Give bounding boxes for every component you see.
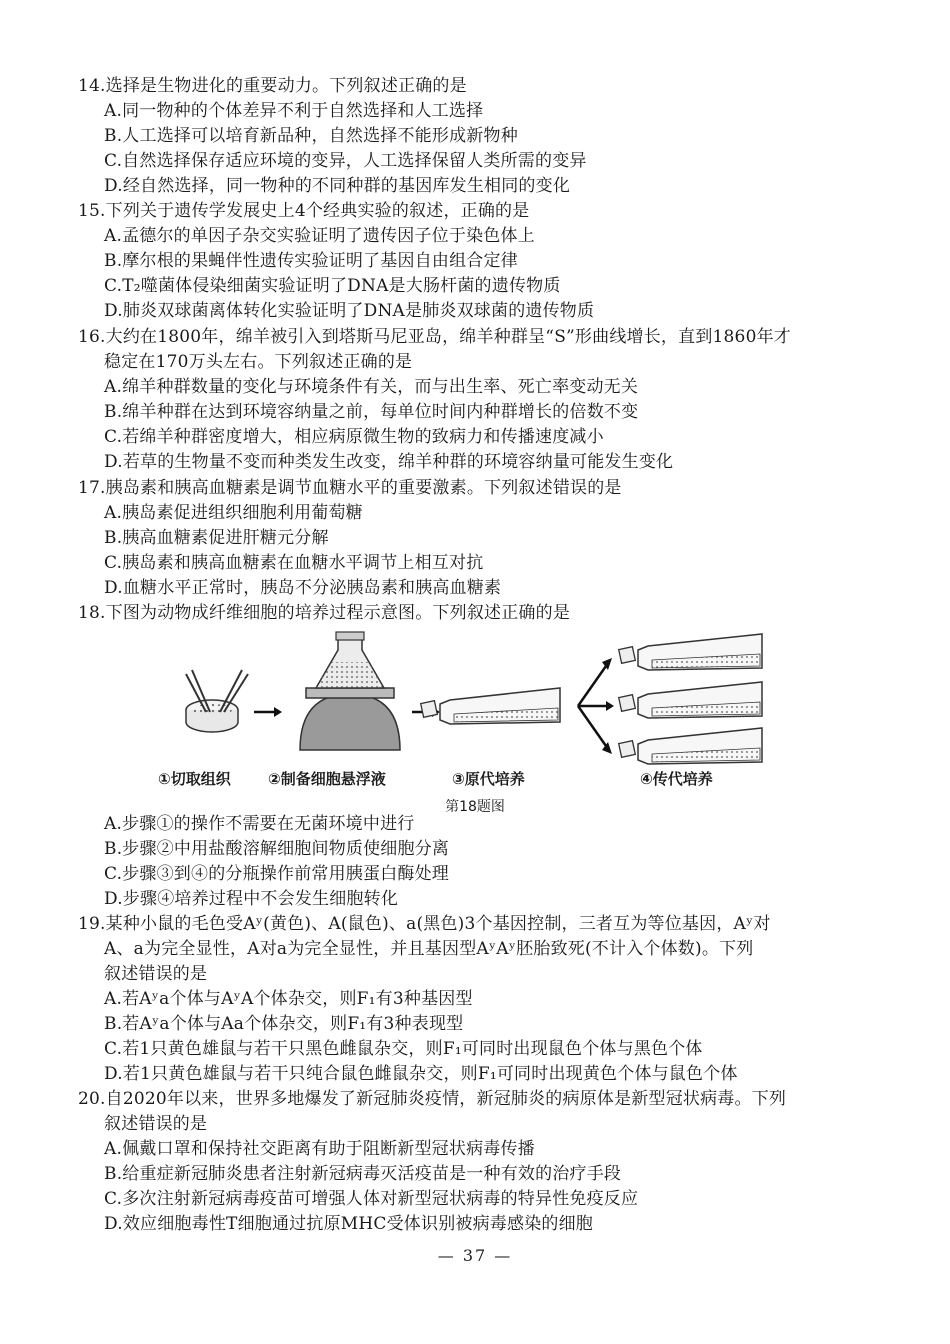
subculture-flask-middle-icon bbox=[619, 682, 762, 718]
question-14-option-b: B.人工选择可以培育新品种，自然选择不能形成新物种 bbox=[104, 126, 518, 146]
question-14-option-a: A.同一物种的个体差异不利于自然选择和人工选择 bbox=[104, 101, 484, 121]
tissue-cutting-icon bbox=[186, 670, 248, 732]
question-16-option-c: C.若绵羊种群密度增大，相应病原微生物的致病力和传播速度减小 bbox=[104, 427, 604, 447]
branch-arrows-icon bbox=[578, 658, 614, 754]
question-15-option-d: D.肺炎双球菌离体转化实验证明了DNA是肺炎双球菌的遗传物质 bbox=[104, 301, 595, 321]
question-14-stem: 14.选择是生物进化的重要动力。下列叙述正确的是 bbox=[78, 76, 467, 96]
question-19-option-b: B.若Aʸa个体与Aa个体杂交，则F₁有3种表现型 bbox=[104, 1014, 464, 1034]
cell-culture-diagram bbox=[150, 630, 810, 820]
question-18-option-b: B.步骤②中用盐酸溶解细胞间物质使细胞分离 bbox=[104, 839, 450, 859]
question-20-stem-line-2: 叙述错误的是 bbox=[104, 1114, 208, 1134]
question-16-option-a: A.绵羊种群数量的变化与环境条件有关，而与出生率、死亡率变动无关 bbox=[104, 377, 639, 397]
question-19-stem-line-1: 19.某种小鼠的毛色受Aʸ(黄色)、A(鼠色)、a(黑色)3个基因控制，三者互为等位基因，Aʸ对 bbox=[78, 914, 771, 934]
flask-on-shaker-icon bbox=[300, 632, 400, 750]
figure-label-step-1: ①切取组织 bbox=[158, 770, 231, 788]
figure-label-step-3: ③原代培养 bbox=[452, 770, 525, 788]
figure-label-step-4: ④传代培养 bbox=[640, 770, 713, 788]
question-18-stem: 18.下图为动物成纤维细胞的培养过程示意图。下列叙述正确的是 bbox=[78, 603, 571, 623]
question-16-stem-line-1: 16.大约在1800年，绵羊被引入到塔斯马尼亚岛，绵羊种群呈“S”形曲线增长，直到1860年才 bbox=[78, 327, 791, 347]
question-17-option-c: C.胰岛素和胰高血糖素在血糖水平调节上相互对抗 bbox=[104, 553, 484, 573]
question-18-option-c: C.步骤③到④的分瓶操作前常用胰蛋白酶处理 bbox=[104, 864, 450, 884]
question-17-option-a: A.胰岛素促进组织细胞利用葡萄糖 bbox=[104, 503, 363, 523]
page-number: — 37 — bbox=[437, 1246, 513, 1265]
question-16-option-d: D.若草的生物量不变而种类发生改变，绵羊种群的环境容纳量可能发生变化 bbox=[104, 452, 674, 472]
question-17-stem: 17.胰岛素和胰高血糖素是调节血糖水平的重要激素。下列叙述错误的是 bbox=[78, 478, 622, 498]
question-20-option-b: B.给重症新冠肺炎患者注射新冠病毒灭活疫苗是一种有效的治疗手段 bbox=[104, 1164, 622, 1184]
subculture-flask-top-icon bbox=[619, 634, 762, 670]
culture-flask-icon bbox=[421, 688, 560, 724]
question-20-option-d: D.效应细胞毒性T细胞通过抗原MHC受体识别被病毒感染的细胞 bbox=[104, 1214, 594, 1234]
question-18-option-a: A.步骤①的操作不需要在无菌环境中进行 bbox=[104, 814, 415, 834]
question-19-stem-line-3: 叙述错误的是 bbox=[104, 964, 208, 984]
question-19-option-c: C.若1只黄色雄鼠与若干只黑色雌鼠杂交，则F₁可同时出现鼠色个体与黑色个体 bbox=[104, 1039, 703, 1059]
subculture-flask-bottom-icon bbox=[619, 728, 762, 764]
arrow-icon bbox=[254, 707, 282, 717]
question-15-option-c: C.T₂噬菌体侵染细菌实验证明了DNA是大肠杆菌的遗传物质 bbox=[104, 276, 561, 296]
question-19-stem-line-2: A、a为完全显性，A对a为完全显性，并且基因型AʸAʸ胚胎致死(不计入个体数)。下列 bbox=[104, 939, 754, 959]
question-18-option-d: D.步骤④培养过程中不会发生细胞转化 bbox=[104, 889, 399, 909]
question-19-option-d: D.若1只黄色雄鼠与若干只纯合鼠色雌鼠杂交，则F₁可同时出现黄色个体与鼠色个体 bbox=[104, 1064, 738, 1084]
question-20-option-a: A.佩戴口罩和保持社交距离有助于阻断新型冠状病毒传播 bbox=[104, 1139, 535, 1159]
question-15-option-b: B.摩尔根的果蝇伴性遗传实验证明了基因自由组合定律 bbox=[104, 251, 518, 271]
question-20-option-c: C.多次注射新冠病毒疫苗可增强人体对新型冠状病毒的特异性免疫反应 bbox=[104, 1189, 639, 1209]
question-15-option-a: A.孟德尔的单因子杂交实验证明了遗传因子位于染色体上 bbox=[104, 226, 535, 246]
question-15-stem: 15.下列关于遗传学发展史上4个经典实验的叙述，正确的是 bbox=[78, 201, 530, 221]
figure-label-step-2: ②制备细胞悬浮液 bbox=[268, 770, 386, 788]
question-17-option-d: D.血糖水平正常时，胰岛不分泌胰岛素和胰高血糖素 bbox=[104, 578, 502, 598]
question-14-option-c: C.自然选择保存适应环境的变异，人工选择保留人类所需的变异 bbox=[104, 151, 587, 171]
question-20-stem-line-1: 20.自2020年以来，世界多地爆发了新冠肺炎疫情，新冠肺炎的病原体是新型冠状病毒。下列 bbox=[78, 1089, 787, 1109]
cell-culture-figure bbox=[150, 630, 810, 820]
question-19-option-a: A.若Aʸa个体与AʸA个体杂交，则F₁有3种基因型 bbox=[104, 989, 473, 1009]
question-14-option-d: D.经自然选择，同一物种的不同种群的基因库发生相同的变化 bbox=[104, 176, 571, 196]
question-16-stem-line-2: 稳定在170万头左右。下列叙述正确的是 bbox=[104, 352, 413, 372]
question-17-option-b: B.胰高血糖素促进肝糖元分解 bbox=[104, 528, 329, 548]
figure-title: 第18题图 bbox=[445, 799, 505, 815]
question-16-option-b: B.绵羊种群在达到环境容纳量之前，每单位时间内种群增长的倍数不变 bbox=[104, 402, 639, 422]
